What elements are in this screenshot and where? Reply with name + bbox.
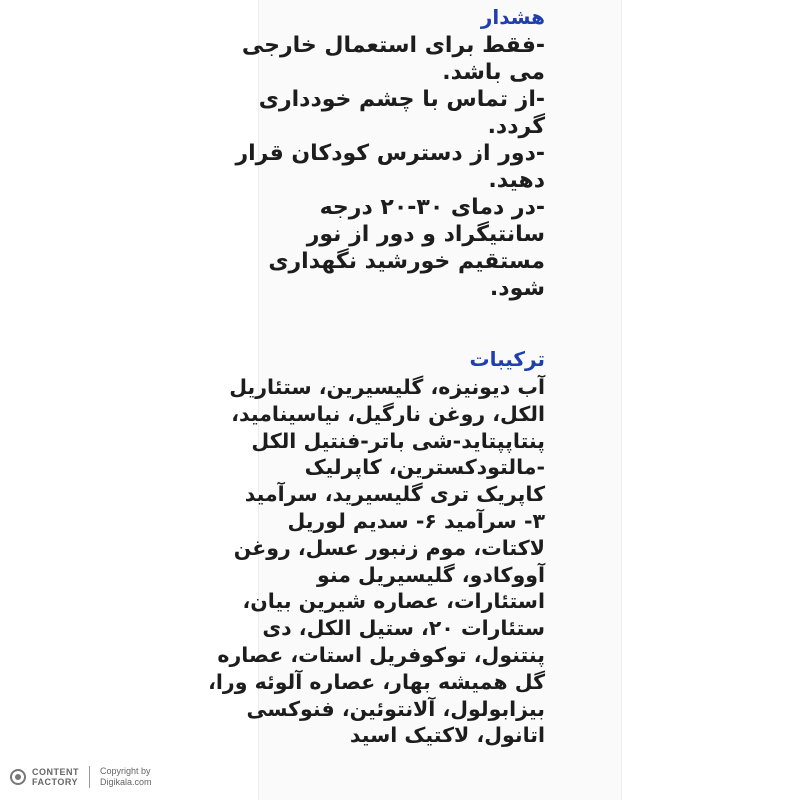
watermark-brand-line: FACTORY — [32, 777, 79, 787]
watermark-copy-line: Digikala.com — [100, 777, 152, 787]
warning-line: -فقط برای استعمال خارجی — [241, 33, 545, 58]
ingredients-heading: ترکیبات — [469, 347, 545, 371]
watermark-brand — [32, 767, 79, 787]
warning-line: -از تماس با چشم خودداری — [258, 87, 545, 112]
ingredients-line: اتانول، لاکتیک اسید — [349, 723, 545, 748]
ingredients-line: پنتنول، توکوفریل استات، عصاره — [217, 642, 545, 667]
ingredients-line: ستئارات ۲۰، ستیل الکل، دی — [262, 616, 545, 641]
ingredients-line: آووکادو، گلیسیریل منو — [316, 562, 545, 587]
watermark-copyright — [100, 766, 152, 788]
warning-line: شود. — [489, 276, 545, 301]
ingredients-line: آب دیونیزه، گلیسیرین، ستئاریل — [229, 375, 545, 399]
watermark-brand-line: CONTENT — [32, 767, 79, 777]
ingredients-line: -مالتودکسترین، کاپرلیک — [304, 455, 545, 480]
ingredients-line: لاکتات، موم زنبور عسل، روغن — [233, 535, 545, 560]
ingredients-line: ۳- سرآمید ۶- سدیم لوریل — [287, 508, 545, 533]
warning-line: دهید. — [488, 168, 545, 193]
ingredients-line: کاپریک تری گلیسیرید، سرآمید — [244, 482, 545, 507]
warning-line: می باشد. — [442, 60, 545, 85]
warning-line: گردد. — [487, 114, 545, 139]
warning-section — [235, 4, 545, 302]
ingredients-line: الکل، روغن نارگیل، نیاسینامید، — [231, 401, 545, 426]
ingredients-line: پنتاپپتاید-شی باتر-فنتیل الکل — [251, 428, 545, 453]
warning-line: سانتیگراد و دور از نور — [306, 222, 545, 247]
ingredients-section — [208, 346, 545, 749]
warning-line: -در دمای ۳۰-۲۰ درجه — [319, 195, 545, 220]
ingredients-line: استئارات، عصاره شیرین بیان، — [242, 589, 545, 614]
watermark-copy-line: Copyright by — [100, 766, 151, 776]
warning-line: -دور از دسترس کودکان قرار — [235, 141, 545, 166]
ingredients-line: بیزابولول، آلانتوئین، فنوکسی — [246, 696, 545, 721]
content-factory-logo-icon — [10, 769, 26, 785]
watermark-divider — [89, 766, 90, 788]
ingredients-line: گل همیشه بهار، عصاره آلوئه ورا، — [208, 669, 545, 694]
warning-heading: هشدار — [480, 5, 545, 29]
watermark — [10, 766, 152, 788]
warning-line: مستقیم خورشید نگهداری — [268, 249, 545, 274]
